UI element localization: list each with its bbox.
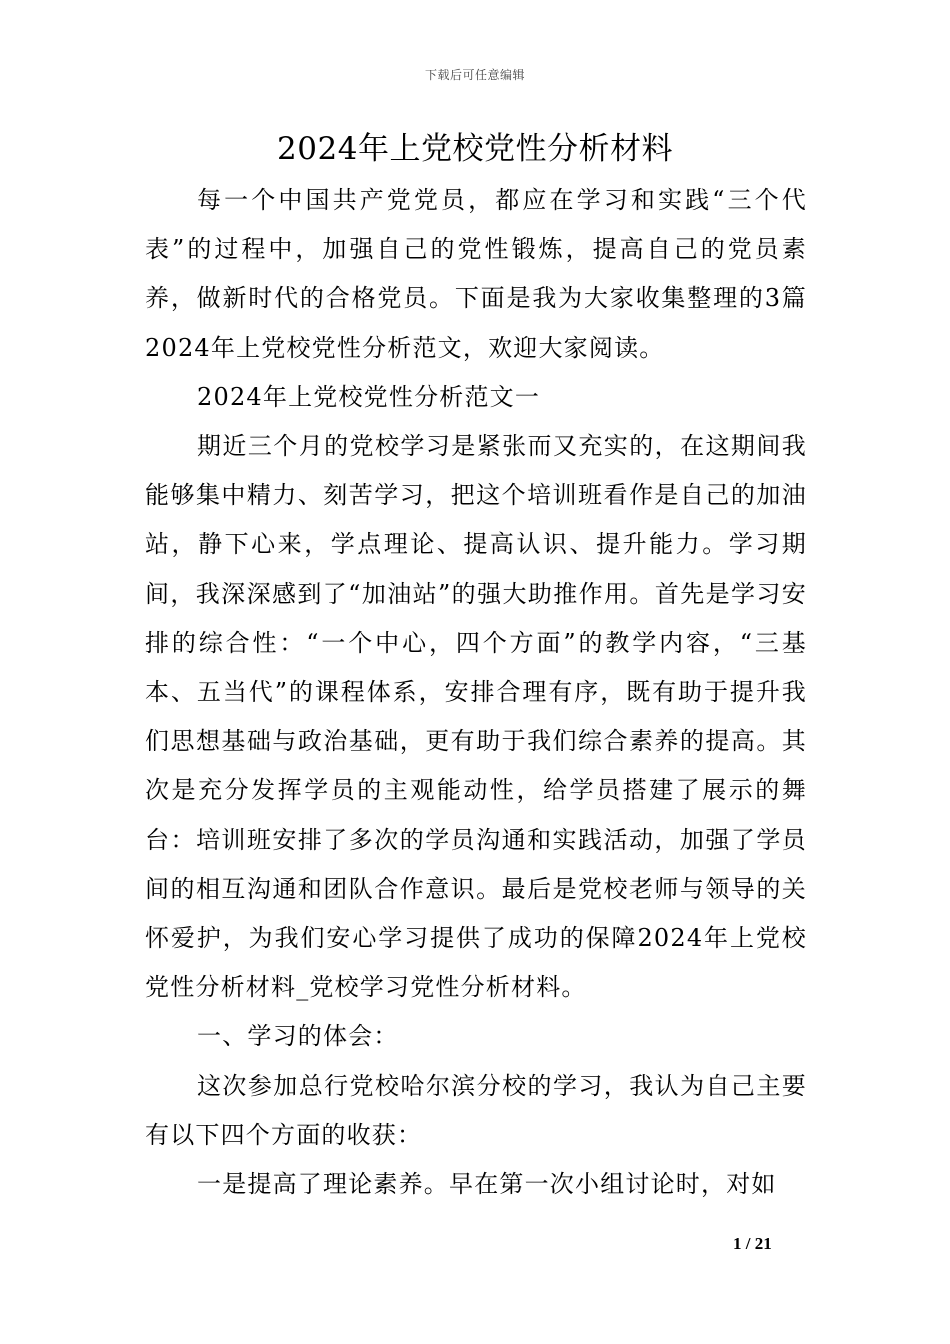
page-number: 1 / 21 [733,1234,772,1253]
document-body [145,176,807,1209]
paragraph-gains: 这次参加总行党校哈尔滨分校的学习，我认为自己主要有以下四个方面的收获： [145,1071,807,1149]
section-heading-sample-one: 2024年上党校党性分析范文一 [197,382,541,411]
header-note: 下载后可任意编辑 [424,68,525,82]
paragraph-study-experience: 期近三个月的党校学习是紧张而又充实的，在这期间我能够集中精力、刻苦学习，把这个培训班看作是自己的加油站，静下心来，学点理论、提高认识、提升能力。学习期间，我深深感到了“加油站”的强大助推作用。首先是学习安排的综合性：“一个中心，四个方面”的教学内容，“三基本、五当代”的课程体系，安排合理有序，既有助于提升我们思想基础与政治基础，更有助于我们综合素养的提高。其次是充分发挥学员的主观能动性，给学员搭建了展示的舞台：培训班安排了多次的学员沟通和实践活动，加强了学员间的相互沟通和团队合作意识。最后是党校老师与领导的关怀爱护，为我们安心学习提供了成功的保障2024年上党校党性分析材料_党校学习党性分析材料。 [145,432,807,1002]
document-title: 2024年上党校党性分析材料 [277,131,673,167]
paragraph-first-point: 一是提高了理论素养。早在第一次小组讨论时，对如 [197,1170,777,1199]
section-heading-learning: 一、学习的体会： [197,1022,399,1051]
paragraph-intro: 每一个中国共产党党员，都应在学习和实践“三个代表”的过程中，加强自己的党性锻炼，提高自己的党员素养，做新时代的合格党员。下面是我为大家收集整理的3篇2024年上党校党性分析范文，欢迎大家阅读。 [145,186,807,362]
